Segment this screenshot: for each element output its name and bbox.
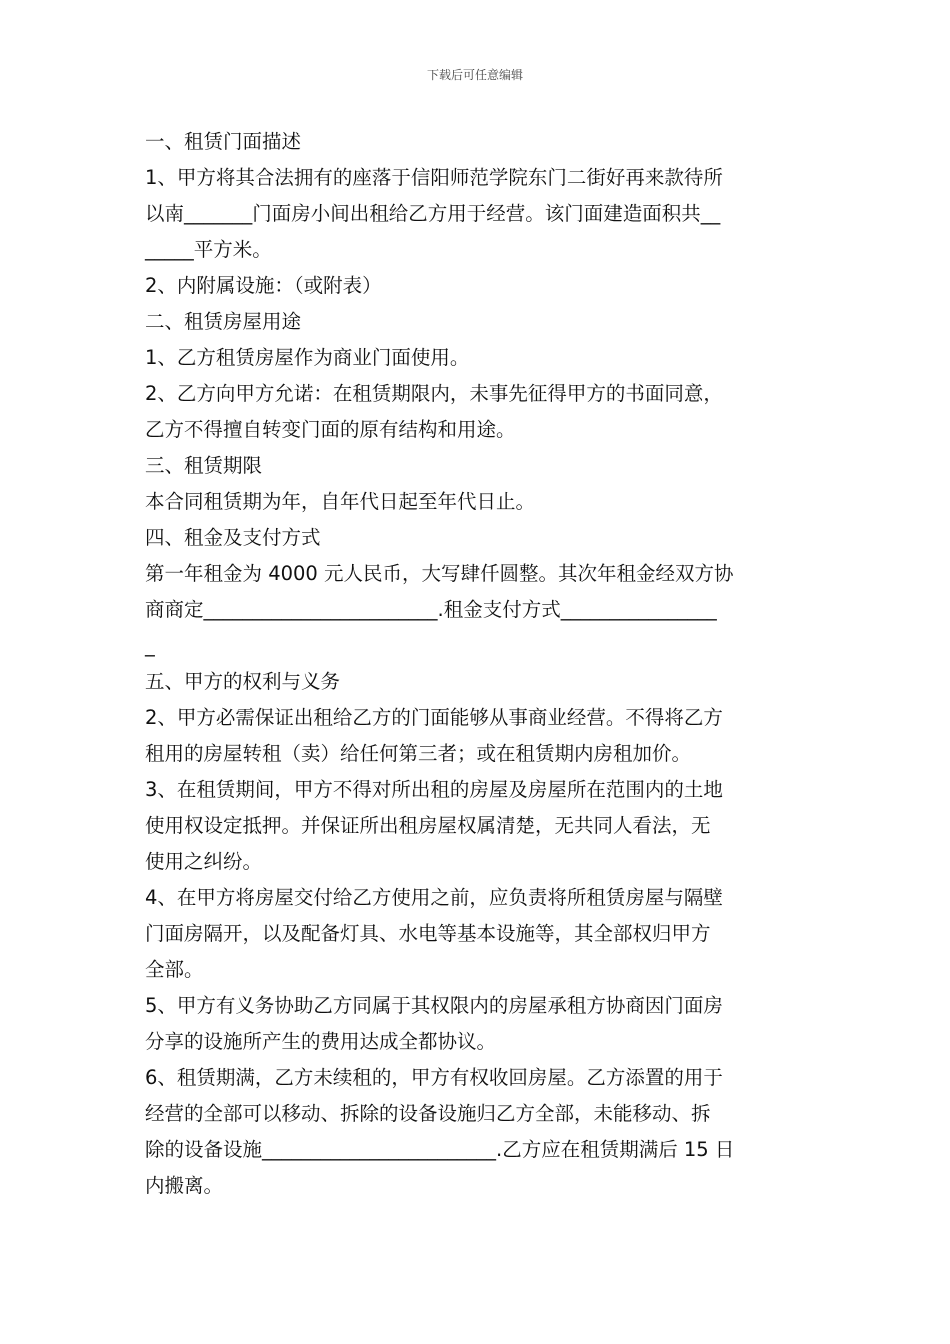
paragraph-line: 除的设备设施________________________.乙方应在租赁期满后 15 日 <box>145 1138 735 1161</box>
paragraph-line: 1、乙方租赁房屋作为商业门面使用。 <box>145 346 470 369</box>
paragraph-line: 1、甲方将其合法拥有的座落于信阳师范学院东门二街好再来款待所 <box>145 166 723 189</box>
paragraph-line: 全部。 <box>145 958 204 981</box>
paragraph-line: 租用的房屋转租（卖）给任何第三者；或在租赁期内房租加价。 <box>145 742 692 765</box>
section-heading-4: 四、租金及支付方式 <box>145 526 321 549</box>
paragraph-line: 内搬离。 <box>145 1174 224 1197</box>
page-header: 下载后可任意编辑 <box>426 68 523 82</box>
paragraph-line: 2、内附属设施：（或附表） <box>145 274 382 297</box>
section-heading-5: 五、甲方的权利与义务 <box>145 670 341 693</box>
paragraph-line: 使用之纠纷。 <box>145 850 263 873</box>
paragraph-line: 商商定________________________.租金支付方式________________ <box>145 598 717 621</box>
paragraph-line: _____平方米。 <box>145 238 272 261</box>
paragraph-line: 本合同租赁期为年，自年代日起至年代日止。 <box>145 490 536 513</box>
paragraph-line: 6、租赁期满，乙方未续租的，甲方有权收回房屋。乙方添置的用于 <box>145 1066 723 1089</box>
paragraph-line: 4、在甲方将房屋交付给乙方使用之前，应负责将所租赁房屋与隔壁 <box>145 886 723 909</box>
section-heading-3: 三、租赁期限 <box>145 454 263 477</box>
paragraph-line: 乙方不得擅自转变门面的原有结构和用途。 <box>145 418 516 441</box>
paragraph-line: 使用权设定抵押。并保证所出租房屋权属清楚，无共同人看法，无 <box>145 814 711 837</box>
paragraph-line: _ <box>145 634 155 657</box>
section-heading-1: 一、租赁门面描述 <box>145 130 302 153</box>
paragraph-line: 2、甲方必需保证出租给乙方的门面能够从事商业经营。不得将乙方 <box>145 706 723 729</box>
paragraph-line: 以南_______门面房小间出租给乙方用于经营。该门面建造面积共__ <box>145 202 721 225</box>
paragraph-line: 第一年租金为 4000 元人民币，大写肆仟圆整。其次年租金经双方协 <box>145 562 734 585</box>
section-heading-2: 二、租赁房屋用途 <box>145 310 302 333</box>
paragraph-line: 经营的全部可以移动、拆除的设备设施归乙方全部，未能移动、拆 <box>145 1102 711 1125</box>
paragraph-line: 分享的设施所产生的费用达成全都协议。 <box>145 1030 497 1053</box>
document-body <box>145 124 810 1204</box>
paragraph-line: 3、在租赁期间，甲方不得对所出租的房屋及房屋所在范围内的土地 <box>145 778 723 801</box>
paragraph-line: 5、甲方有义务协助乙方同属于其权限内的房屋承租方协商因门面房 <box>145 994 723 1017</box>
paragraph-line: 2、乙方向甲方允诺：在租赁期限内，未事先征得甲方的书面同意， <box>145 382 723 405</box>
paragraph-line: 门面房隔开，以及配备灯具、水电等基本设施等，其全部权归甲方 <box>145 922 711 945</box>
